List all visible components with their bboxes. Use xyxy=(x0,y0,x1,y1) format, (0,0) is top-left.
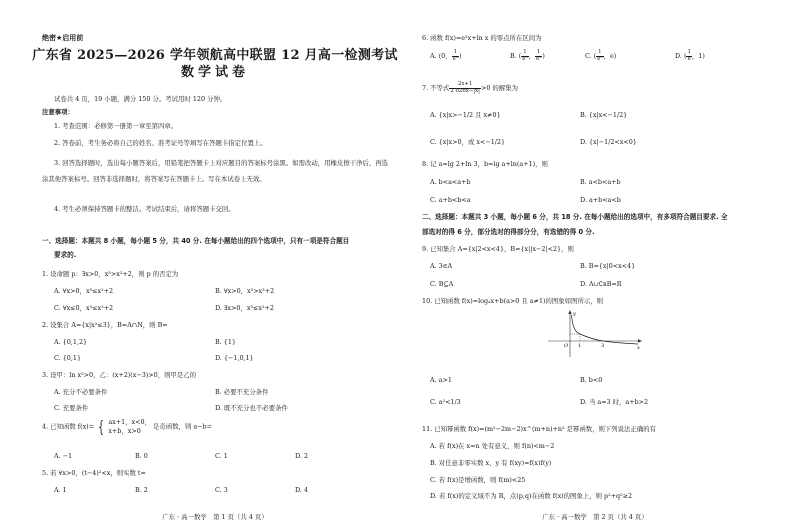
q2-option-a: A. {0,1,2} xyxy=(54,338,88,346)
q9-stem: 9. 已知集合 A={x|2<x<4}，B={x||x−2|<2}，则 xyxy=(422,245,574,253)
q9-option-a: A. 3∈A xyxy=(430,262,453,270)
q8-option-d: D. a+b<a<b xyxy=(580,196,621,204)
q10-stem: 10. 已知函数 f(x)=logₐx+b(a>0 且 a≠1)的图象如图所示，则 xyxy=(422,297,604,305)
q6-option-c: C. ( $\frac{1}{\text{e²}}$ ，e) xyxy=(585,49,617,62)
footer-right: 广东 · 高一数学 第 2 页（共 4 页） xyxy=(542,513,648,521)
q9-option-c: C. B⊆A xyxy=(430,280,454,288)
q2-stem: 2. 设集合 A={x|x²≤3}，B=A∩N，则 B= xyxy=(42,321,168,329)
q2-option-c: C. {0,1} xyxy=(54,354,82,362)
q4-option-c: C. 1 xyxy=(215,452,228,460)
q10-option-d: D. 当 a=3 时，a+b>2 xyxy=(580,398,649,406)
q5-option-b: B. 2 xyxy=(135,486,148,494)
q3-option-c: C. 充要条件 xyxy=(54,404,89,412)
q3-stem: 3. 设甲：ln x²>0，乙：(x+2)(x−3)>0，则甲是乙的 xyxy=(42,371,197,379)
q7-stem: 7. 不等式 $\frac{2x+1}{2 026x-|x|}$ >0 的解集为 xyxy=(422,81,518,94)
exam-title: 广东省 2025—2026 学年领航高中联盟 12 月高一检测考试 xyxy=(32,48,398,63)
section1-line1: 一、选择题：本题共 8 小题，每小题 5 分，共 40 分. 在每小题给出的四个选项中，只有一项是符合题目 xyxy=(42,237,350,245)
q8-option-c: C. a+b<b<a xyxy=(430,196,471,204)
q8-stem: 8. 记 a=lg 2+ln 3，b=lg a+ln(a+1)，则 xyxy=(422,160,548,168)
q1-stem: 1. 设命题 p：∃x>0，x³>x²+2，则 p 的否定为 xyxy=(42,270,179,278)
q10-option-b: B. b<0 xyxy=(580,376,603,384)
right-column xyxy=(410,0,780,531)
q8-option-b: B. a<b<a+b xyxy=(580,178,621,186)
q6-option-b: B. ( $\frac{1}{\text{e³}}$ ， $\frac{1}{\text{e²}}$ ) xyxy=(510,49,545,62)
q1-option-b: B. ∀x>0，x³>x²+2 xyxy=(215,287,275,295)
q2-option-d: D. {−1,0,1} xyxy=(215,354,254,362)
q6-option-d: D. ( $\frac{1}{e}$ ，1) xyxy=(675,49,705,62)
section1-line2: 要求的. xyxy=(54,251,77,259)
graph-curve xyxy=(572,315,639,344)
q4-option-a: A. −1 xyxy=(54,452,73,460)
q4-stem-pre: 4. 已知函数 f(x)= xyxy=(42,422,95,431)
q7-option-c: C. {x|x>0，或 x<−1/2} xyxy=(430,138,506,146)
q3-option-d: D. 既不充分也不必要条件 xyxy=(215,404,288,412)
q9-option-b: B. B={x|0<x<4} xyxy=(580,262,636,270)
q4-case-1: ax+1，x<0， xyxy=(108,418,151,426)
q8-option-a: A. b<a<a+b xyxy=(430,178,471,186)
q4-piecewise xyxy=(96,418,151,435)
exam-intro: 试卷共 4 页，19 小题，满分 150 分。考试用时 120 分钟。 xyxy=(54,95,227,103)
q4-option-b: B. 0 xyxy=(135,452,148,460)
graph-y-arrow xyxy=(568,310,571,314)
left-column xyxy=(30,0,400,531)
q5-option-a: A. 1 xyxy=(54,486,67,494)
q1-option-a: A. ∀x>0，x³≤x²+2 xyxy=(54,287,114,295)
q3-option-b: B. 必要不充分条件 xyxy=(215,388,269,396)
q9-option-d: D. A∪∁ʀB=R xyxy=(580,280,622,288)
q4-stem xyxy=(42,418,212,435)
q5-option-d: D. 4 xyxy=(295,486,309,494)
note-3: 3. 回答选择题时，选出每小题答案后，用铅笔把答题卡上对应题目的答案标号涂黑。如需改动，用橡皮擦干净后，再选涂其他答案标号。回答非选择题时，将答案写在答题卡上。写在本试卷上无效。 xyxy=(42,159,389,183)
q7-option-a: A. {x|x>−1/2 且 x≠0} xyxy=(430,111,501,119)
q5-stem: 5. 若 ∀x>0，(t−4)²<x，则实数 t= xyxy=(42,469,146,477)
graph-x-arrow xyxy=(638,339,642,342)
q10-function-graph xyxy=(546,307,646,361)
secret-label: 绝密★启用前 xyxy=(42,34,84,42)
q7-option-b: B. {x|x<−1/2} xyxy=(580,111,628,119)
graph-tick-1: 1 xyxy=(578,343,582,349)
q4-case-2: x+b，x>0 xyxy=(108,426,141,435)
q2-option-b: B. {1} xyxy=(215,338,236,346)
note-2: 2. 答卷前，考生务必将自己的姓名、准考证号等填写在答题卡指定位置上。 xyxy=(54,139,267,147)
q4-option-d: D. 2 xyxy=(295,452,309,460)
q1-option-c: C. ∀x≤0，x³≤x²+2 xyxy=(54,304,114,312)
q4-stem-post: 是奇函数，则 a−b= xyxy=(153,422,213,431)
q11-option-c: C. 若 f(x)是增函数，则 f(m)<25 xyxy=(430,476,526,484)
q10-option-a: A. a>1 xyxy=(430,376,452,384)
q6-option-a: A. (0， $\frac{1}{\text{e³}}$ ) xyxy=(430,49,462,62)
q7-option-d: D. {x|−1/2<x<0} xyxy=(580,138,637,146)
graph-y-label: y xyxy=(573,311,576,317)
note-4: 4. 考生必须保持答题卡的整洁。考试结束后，请将答题卡交回。 xyxy=(54,205,235,213)
notes-heading: 注意事项： xyxy=(42,108,74,116)
q6-stem: 6. 函数 f(x)=e²x+ln x 的零点所在区间为 xyxy=(422,34,542,42)
graph-x-label: x xyxy=(637,345,640,351)
q10-option-c: C. a²<1/3 xyxy=(430,398,461,406)
q7-fraction: $\frac{2x+1}{2 026x-|x|}$ xyxy=(450,81,480,94)
q4-cases xyxy=(108,418,151,435)
note-1: 1. 考查范围：必修第一册第一章至第四章。 xyxy=(54,122,178,130)
q1-option-d: D. ∃x>0，x³≤x²+2 xyxy=(215,304,274,312)
section2-line1: 二、选择题：本题共 3 小题，每小题 6 分，共 18 分. 在每小题给出的选项中，有多项符合题目要求. 全 xyxy=(422,213,728,221)
q11-option-d: D. 若 f(x)的定义域不为 R，点(p,q)在函数 f(x)的图象上，则 p²+q²≥2 xyxy=(430,492,633,500)
footer-left: 广东 · 高一数学 第 1 页（共 4 页） xyxy=(162,513,268,521)
q11-stem: 11. 已知幂函数 f(x)=(m²−2m−2)x^(m+n)+n² 是幂函数，则下列说法正确的有 xyxy=(422,425,657,433)
exam-subtitle: 数学试卷 xyxy=(180,65,249,80)
q11-option-a: A. 若 f(x)在 x=n 处有意义，则 f(n)<m−2 xyxy=(430,442,555,450)
graph-origin-label: O xyxy=(564,343,569,349)
q4-brace: { xyxy=(98,416,105,436)
q11-option-b: B. 对任意非零实数 x，y 有 f(xy)=f(x)f(y) xyxy=(430,459,552,467)
q5-option-c: C. 3 xyxy=(215,486,228,494)
section2-line2: 部选对的得 6 分，部分选对的得部分分，有选错的得 0 分. xyxy=(422,228,595,236)
graph-tick-3: 3 xyxy=(601,343,605,349)
q3-option-a: A. 充分不必要条件 xyxy=(54,388,108,396)
